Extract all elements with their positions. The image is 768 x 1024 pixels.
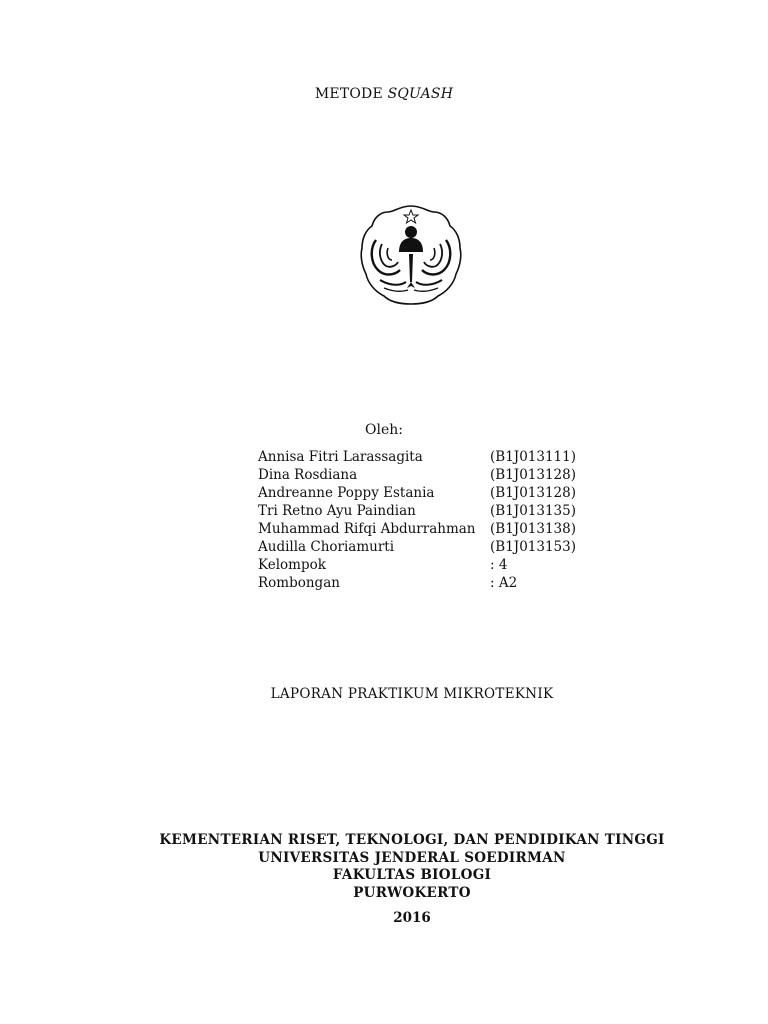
ministry-name: KEMENTERIAN RISET, TEKNOLOGI, DAN PENDIDIKAN TINGGI xyxy=(159,832,665,848)
class-row xyxy=(258,574,598,592)
list-item xyxy=(258,466,598,484)
member-id: (B1J013135) xyxy=(490,503,576,519)
member-id: (B1J013128) xyxy=(490,467,576,483)
list-item xyxy=(258,538,598,556)
group-row xyxy=(258,556,598,574)
member-list xyxy=(258,448,598,592)
member-id: (B1J013111) xyxy=(490,449,576,465)
member-name: Audilla Choriamurti xyxy=(258,539,395,555)
class-value: : A2 xyxy=(490,575,518,591)
member-name: Dina Rosdiana xyxy=(258,467,358,483)
member-name: Annisa Fitri Larassagita xyxy=(258,449,423,465)
member-name: Tri Retno Ayu Paindian xyxy=(258,503,416,519)
list-item xyxy=(258,502,598,520)
report-title: LAPORAN PRAKTIKUM MIKROTEKNIK xyxy=(270,686,554,702)
member-id: (B1J013138) xyxy=(490,521,576,537)
list-item xyxy=(258,484,598,502)
author-label: Oleh: xyxy=(365,422,403,438)
member-name: Andreanne Poppy Estania xyxy=(258,485,435,501)
university-name: UNIVERSITAS JENDERAL SOEDIRMAN xyxy=(258,849,566,866)
group-value: : 4 xyxy=(490,557,508,573)
list-item xyxy=(258,448,598,466)
list-item xyxy=(258,520,598,538)
member-id: (B1J013153) xyxy=(490,539,576,555)
class-label: Rombongan xyxy=(258,575,340,591)
title-italic: SQUASH xyxy=(387,86,454,102)
university-seal-icon xyxy=(356,200,466,310)
group-label: Kelompok xyxy=(258,557,326,573)
member-name: Muhammad Rifqi Abdurrahman xyxy=(258,521,476,537)
year: 2016 xyxy=(393,910,431,926)
faculty-name: FAKULTAS BIOLOGI xyxy=(332,867,492,883)
city-name: PURWOKERTO xyxy=(353,884,471,901)
member-id: (B1J013128) xyxy=(490,485,576,501)
document-title xyxy=(0,86,768,102)
title-main: METODE xyxy=(314,86,383,102)
institution-block xyxy=(0,832,768,902)
